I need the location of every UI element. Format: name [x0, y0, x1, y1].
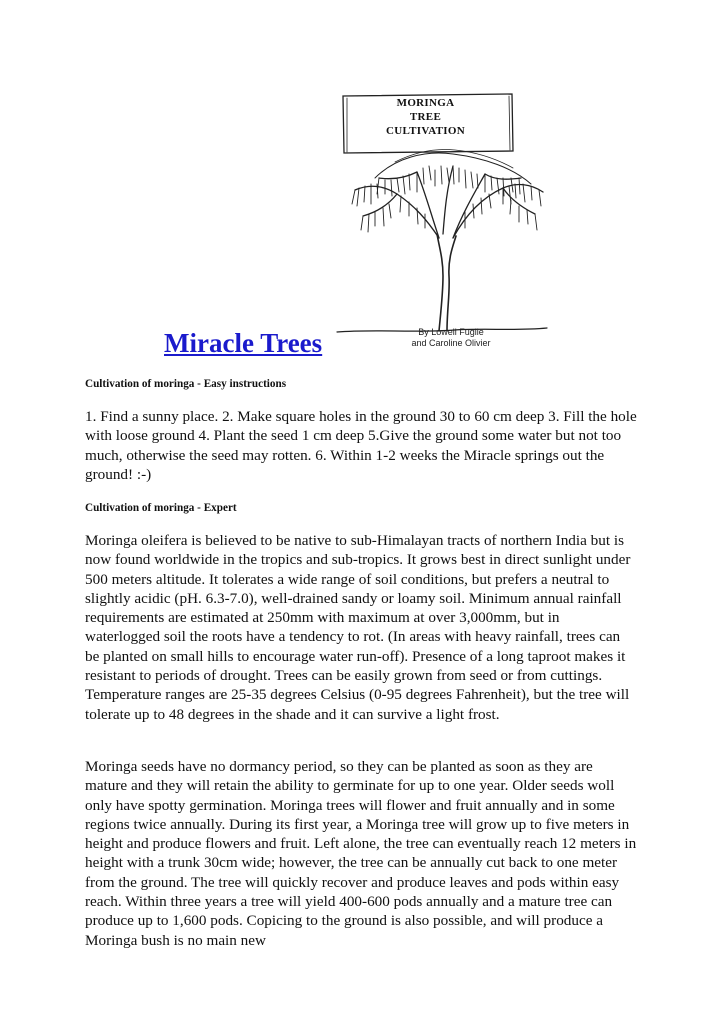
credit-line: and Caroline Olivier: [411, 338, 491, 348]
sign-title: [348, 96, 503, 138]
paragraph-easy-instructions: 1. Find a sunny place. 2. Make square holes in the ground 30 to 60 cm deep 3. Fill the hole with loose ground 4. Plant the seed 1 cm deep 5.Give the ground some water but not too much, otherwise the seed may rotten. 6. Within 1-2 weeks the Miracle springs out the ground! :-): [85, 408, 637, 483]
illustration-credits: [396, 327, 506, 349]
section-heading-expert: Cultivation of moringa - Expert: [85, 502, 237, 514]
sign-line: CULTIVATION: [386, 125, 465, 137]
paragraph-expert-seeds: Moringa seeds have no dormancy period, so they can be planted as soon as they are mature and they will retain the ability to germinate for up to one year. Older seeds woll only have spotty germination. Moringa trees will flower and fruit annually and in some regions twice annually. During its first year, a Moringa tree will grow up to five meters in height and produce flowers and fruit. Left alone, the tree can eventually reach 12 meters in height with a trunk 30cm wide; however, the tree can be annually cut back to one meter from the ground. The tree will quickly recover and produce leaves and pods within easy reach. Within three years a tree will yield 400-600 pods annually and a mature tree can produce up to 1,600 pods. Copicing to the ground is also possible, and will produce a Moringa bush is no main new: [85, 758, 637, 949]
page-title[interactable]: Miracle Trees: [164, 328, 323, 358]
credit-line: By Lowell Fuglie: [418, 327, 484, 337]
section-heading-easy: Cultivation of moringa - Easy instructions: [85, 378, 287, 390]
paragraph-expert-climate: Moringa oleifera is believed to be native to sub-Himalayan tracts of northern India but is now found worldwide in the tropics and sub-tropics. It grows best in direct sunlight under 500 meters altitude. It tolerates a wide range of soil conditions, but prefers a neutral to slightly acidic (pH. 6.3-7.0), well-drained sandy or loamy soil. Minimum annual rainfall requirements are estimated at 250mm with maximum at over 3,000mm, but in waterlogged soil the roots have a tendency to rot. (In areas with heavy rainfall, trees can be planted on small hills to encourage water run-off). Presence of a long taproot makes it resistant to periods of drought. Trees can be easily grown from seed or from cuttings. Temperature ranges are 25-35 degrees Celsius (0-95 degrees Fahrenheit), but the tree will tolerate up to 48 degrees in the shade and it can survive a light frost.: [85, 532, 631, 723]
sign-line: MORINGA: [396, 97, 455, 109]
sign-line: TREE: [409, 111, 442, 123]
